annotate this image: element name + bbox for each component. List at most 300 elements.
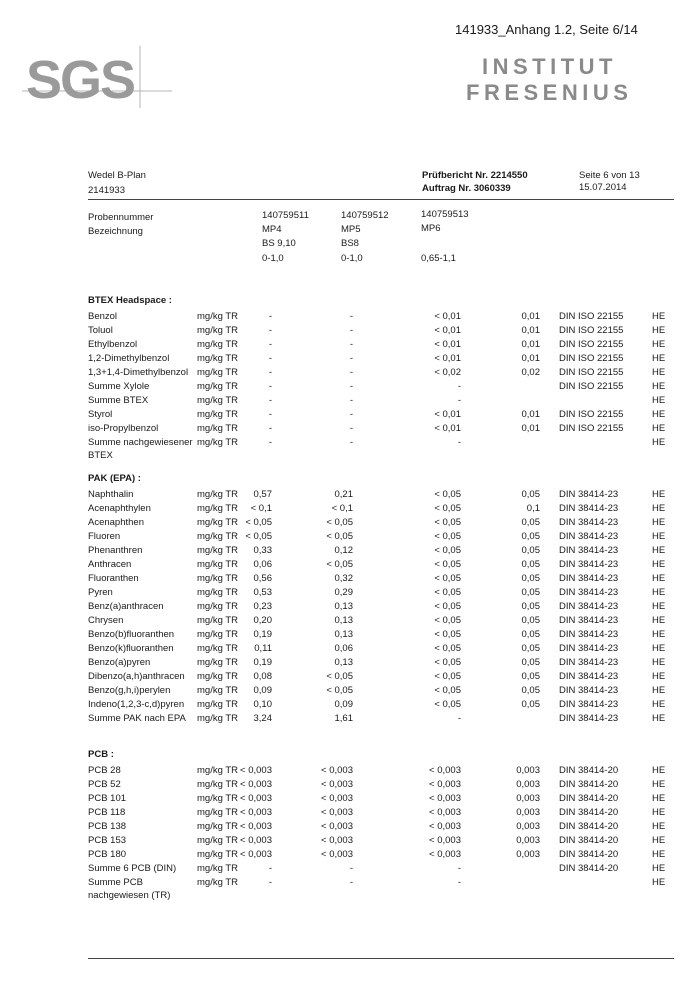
value-sample-2: 0,13: [334, 615, 353, 626]
unit: mg/kg TR: [197, 713, 239, 724]
parameter-name-continued: nachgewiesen (TR): [88, 890, 171, 901]
value-sample-3: < 0,05: [434, 629, 461, 640]
value-sample-3: < 0,01: [434, 339, 461, 350]
table-row: [0, 807, 700, 821]
parameter-name: Benz(a)anthracen: [88, 601, 164, 612]
value-sample-1: -: [268, 311, 272, 322]
value-sample-3: -: [457, 381, 461, 392]
value-sample-2: 0,29: [334, 587, 353, 598]
sample-number-label: Probennummer: [88, 212, 154, 223]
parameter-name: PCB 28: [88, 765, 121, 776]
detection-limit: 0,003: [516, 849, 540, 860]
unit: mg/kg TR: [197, 395, 239, 406]
method: DIN 38414-23: [559, 657, 619, 668]
value-sample-3: < 0,05: [434, 685, 461, 696]
parameter-name: PCB 118: [88, 807, 126, 818]
value-sample-3: < 0,05: [434, 489, 461, 500]
table-row: [0, 559, 700, 573]
value-sample-2: 0,13: [334, 629, 353, 640]
value-sample-2: < 0,003: [321, 779, 353, 790]
detection-limit: 0,02: [521, 367, 540, 378]
detection-limit: 0,003: [516, 765, 540, 776]
method: DIN 38414-23: [559, 713, 619, 724]
value-sample-1: 0,33: [253, 545, 272, 556]
parameter-name: Benzo(b)fluoranthen: [88, 629, 175, 640]
lab-code: HE: [652, 685, 666, 696]
method: DIN 38414-23: [559, 643, 619, 654]
table-row: [0, 699, 700, 713]
lab-code: HE: [652, 643, 666, 654]
unit: mg/kg TR: [197, 877, 239, 888]
sample-3-number: 140759513: [421, 209, 469, 220]
detection-limit: 0,1: [526, 503, 540, 514]
value-sample-1: 0,56: [253, 573, 272, 584]
lab-code: HE: [652, 615, 666, 626]
lab-code: HE: [652, 587, 666, 598]
detection-limit: 0,05: [521, 531, 540, 542]
value-sample-3: < 0,003: [429, 821, 461, 832]
method: DIN ISO 22155: [559, 339, 624, 350]
value-sample-3: < 0,05: [434, 587, 461, 598]
lab-code: HE: [652, 367, 666, 378]
detection-limit: 0,05: [521, 517, 540, 528]
lab-code: HE: [652, 545, 666, 556]
parameter-name: Benzol: [88, 311, 118, 322]
table-row: [0, 877, 700, 901]
value-sample-2: -: [349, 339, 353, 350]
parameter-name: Acenaphthen: [88, 517, 144, 528]
unit: mg/kg TR: [197, 629, 239, 640]
method: DIN 38414-23: [559, 573, 619, 584]
unit: mg/kg TR: [197, 325, 239, 336]
parameter-name: iso-Propylbenzol: [88, 423, 159, 434]
parameter-name: Summe nachgewiesener: [88, 437, 193, 448]
sample-1-number: 140759511: [262, 210, 309, 221]
parameter-name: PCB 52: [88, 779, 121, 790]
lab-code: HE: [652, 531, 666, 542]
value-sample-2: -: [349, 437, 353, 448]
designation-label: Bezeichnung: [88, 226, 143, 237]
lab-code: HE: [652, 517, 666, 528]
value-sample-2: < 0,1: [331, 503, 353, 514]
value-sample-3: < 0,01: [434, 423, 461, 434]
method: DIN ISO 22155: [559, 409, 624, 420]
unit: mg/kg TR: [197, 573, 239, 584]
detection-limit: 0,05: [521, 489, 540, 500]
method: DIN 38414-23: [559, 615, 619, 626]
detection-limit: 0,05: [521, 671, 540, 682]
value-sample-1: < 0,003: [240, 849, 272, 860]
method: DIN 38414-20: [559, 863, 619, 874]
value-sample-3: < 0,003: [429, 765, 461, 776]
method: DIN 38414-23: [559, 685, 619, 696]
table-row: [0, 587, 700, 601]
header-divider: [88, 199, 674, 200]
value-sample-2: < 0,003: [321, 835, 353, 846]
sample-1-depth: 0-1,0: [262, 253, 284, 264]
value-sample-1: 0,06: [253, 559, 272, 570]
unit: mg/kg TR: [197, 339, 239, 350]
detection-limit: 0,01: [521, 409, 540, 420]
table-row: [0, 793, 700, 807]
lab-code: HE: [652, 311, 666, 322]
lab-code: HE: [652, 423, 666, 434]
parameter-name: Phenanthren: [88, 545, 143, 556]
detection-limit: 0,05: [521, 587, 540, 598]
method: DIN 38414-20: [559, 807, 619, 818]
lab-code: HE: [652, 835, 666, 846]
value-sample-1: < 0,1: [250, 503, 272, 514]
value-sample-2: < 0,003: [321, 821, 353, 832]
method: DIN 38414-23: [559, 545, 619, 556]
method: DIN 38414-23: [559, 601, 619, 612]
table-row: [0, 367, 700, 381]
value-sample-2: 0,12: [334, 545, 353, 556]
method: DIN ISO 22155: [559, 367, 624, 378]
detection-limit: 0,01: [521, 339, 540, 350]
parameter-name: Indeno(1,2,3-c,d)pyren: [88, 699, 185, 710]
unit: mg/kg TR: [197, 409, 239, 420]
value-sample-2: -: [349, 409, 353, 420]
value-sample-3: < 0,003: [429, 793, 461, 804]
table-row: [0, 339, 700, 353]
table-row: [0, 489, 700, 503]
value-sample-2: -: [349, 325, 353, 336]
lab-code: HE: [652, 713, 666, 724]
table-row: [0, 863, 700, 877]
method: DIN 38414-23: [559, 517, 619, 528]
value-sample-2: 1,61: [334, 713, 353, 724]
fresenius-logo-text: FRESENIUS: [466, 80, 633, 105]
value-sample-1: -: [268, 367, 272, 378]
value-sample-1: -: [268, 437, 272, 448]
detection-limit: 0,05: [521, 573, 540, 584]
value-sample-2: -: [349, 311, 353, 322]
section-title: PCB :: [88, 749, 114, 760]
parameter-name: Summe PCB: [88, 877, 143, 888]
sample-2-depth: 0-1,0: [341, 253, 363, 264]
value-sample-1: 0,09: [253, 685, 272, 696]
value-sample-1: 0,23: [253, 601, 272, 612]
project-number: 2141933: [88, 185, 125, 196]
value-sample-3: < 0,05: [434, 559, 461, 570]
value-sample-1: < 0,003: [240, 821, 272, 832]
unit: mg/kg TR: [197, 699, 239, 710]
method: DIN ISO 22155: [559, 423, 624, 434]
detection-limit: 0,003: [516, 821, 540, 832]
parameter-name: PCB 153: [88, 835, 127, 846]
unit: mg/kg TR: [197, 545, 239, 556]
section-title: PAK (EPA) :: [88, 473, 141, 484]
parameter-name: Toluol: [88, 325, 113, 336]
parameter-name: Fluoren: [88, 531, 121, 542]
value-sample-3: -: [457, 863, 461, 874]
table-row: [0, 353, 700, 367]
parameter-name: Pyren: [88, 587, 113, 598]
parameter-name: Fluoranthen: [88, 573, 139, 584]
method: DIN 38414-23: [559, 503, 619, 514]
method: DIN 38414-23: [559, 587, 619, 598]
value-sample-3: < 0,01: [434, 325, 461, 336]
detection-limit: 0,05: [521, 545, 540, 556]
client-name: Wedel B-Plan: [88, 170, 146, 181]
sample-3-depth: 0,65-1,1: [421, 253, 456, 264]
method: DIN 38414-23: [559, 671, 619, 682]
value-sample-2: < 0,003: [321, 793, 353, 804]
value-sample-3: -: [457, 877, 461, 888]
parameter-name: Ethylbenzol: [88, 339, 138, 350]
method: DIN 38414-23: [559, 629, 619, 640]
parameter-name: PCB 138: [88, 821, 127, 832]
table-row: [0, 713, 700, 727]
lab-code: HE: [652, 409, 666, 420]
order-number: Auftrag Nr. 3060339: [422, 183, 511, 194]
value-sample-3: < 0,05: [434, 503, 461, 514]
value-sample-1: -: [268, 353, 272, 364]
value-sample-2: -: [349, 381, 353, 392]
value-sample-1: < 0,003: [240, 835, 272, 846]
sample-2-sub: BS8: [341, 238, 359, 249]
sample-3-name: MP6: [421, 223, 441, 234]
value-sample-2: 0,13: [334, 657, 353, 668]
parameter-name: Anthracen: [88, 559, 132, 570]
document-reference: 141933_Anhang 1.2, Seite 6/14: [455, 22, 638, 37]
section-title: BTEX Headspace :: [88, 295, 172, 306]
value-sample-3: -: [457, 713, 461, 724]
unit: mg/kg TR: [197, 367, 239, 378]
parameter-name: 1,3+1,4-Dimethylbenzol: [88, 367, 189, 378]
unit: mg/kg TR: [197, 765, 239, 776]
unit: mg/kg TR: [197, 671, 239, 682]
table-row: [0, 643, 700, 657]
unit: mg/kg TR: [197, 353, 239, 364]
parameter-name: Acenaphthylen: [88, 503, 151, 514]
page-number: Seite 6 von 13: [579, 170, 640, 181]
unit: mg/kg TR: [197, 643, 239, 654]
detection-limit: 0,003: [516, 793, 540, 804]
value-sample-3: < 0,01: [434, 311, 461, 322]
value-sample-2: 0,06: [334, 643, 353, 654]
value-sample-3: < 0,01: [434, 409, 461, 420]
method: DIN 38414-20: [559, 835, 619, 846]
detection-limit: 0,05: [521, 601, 540, 612]
value-sample-1: 0,08: [253, 671, 272, 682]
lab-code: HE: [652, 629, 666, 640]
parameter-name: Summe PAK nach EPA: [88, 713, 186, 724]
value-sample-1: -: [268, 863, 272, 874]
parameter-name: Dibenzo(a,h)anthracen: [88, 671, 185, 682]
value-sample-1: -: [268, 325, 272, 336]
detection-limit: 0,003: [516, 835, 540, 846]
lab-code: HE: [652, 849, 666, 860]
value-sample-2: 0,21: [334, 489, 353, 500]
value-sample-1: -: [268, 381, 272, 392]
lab-code: HE: [652, 381, 666, 392]
unit: mg/kg TR: [197, 503, 239, 514]
unit: mg/kg TR: [197, 381, 239, 392]
method: DIN 38414-23: [559, 559, 619, 570]
value-sample-2: 0,09: [334, 699, 353, 710]
table-row: [0, 765, 700, 779]
unit: mg/kg TR: [197, 531, 239, 542]
value-sample-3: < 0,003: [429, 849, 461, 860]
value-sample-1: 0,10: [253, 699, 272, 710]
unit: mg/kg TR: [197, 587, 239, 598]
parameter-name: Benzo(a)pyren: [88, 657, 151, 668]
unit: mg/kg TR: [197, 779, 239, 790]
lab-code: HE: [652, 489, 666, 500]
detection-limit: 0,01: [521, 325, 540, 336]
lab-code: HE: [652, 657, 666, 668]
value-sample-1: < 0,003: [240, 807, 272, 818]
value-sample-1: < 0,003: [240, 793, 272, 804]
value-sample-1: -: [268, 409, 272, 420]
footer-divider: [88, 958, 674, 959]
unit: mg/kg TR: [197, 517, 239, 528]
value-sample-3: < 0,05: [434, 657, 461, 668]
method: DIN ISO 22155: [559, 381, 624, 392]
value-sample-3: -: [457, 437, 461, 448]
detection-limit: 0,003: [516, 807, 540, 818]
table-row: [0, 325, 700, 339]
unit: mg/kg TR: [197, 657, 239, 668]
table-row: [0, 517, 700, 531]
value-sample-1: -: [268, 877, 272, 888]
lab-code: HE: [652, 353, 666, 364]
value-sample-2: -: [349, 423, 353, 434]
value-sample-3: < 0,05: [434, 643, 461, 654]
lab-code: HE: [652, 863, 666, 874]
unit: mg/kg TR: [197, 423, 239, 434]
parameter-name: Summe 6 PCB (DIN): [88, 863, 177, 874]
unit: mg/kg TR: [197, 807, 239, 818]
value-sample-3: < 0,05: [434, 531, 461, 542]
value-sample-3: -: [457, 395, 461, 406]
value-sample-1: 0,57: [253, 489, 272, 500]
lab-code: HE: [652, 807, 666, 818]
table-row: [0, 657, 700, 671]
report-date: 15.07.2014: [579, 182, 627, 193]
value-sample-3: < 0,05: [434, 601, 461, 612]
parameter-name: Summe BTEX: [88, 395, 149, 406]
unit: mg/kg TR: [197, 615, 239, 626]
unit: mg/kg TR: [197, 793, 239, 804]
table-row: [0, 545, 700, 559]
method: DIN 38414-20: [559, 779, 619, 790]
table-row: [0, 671, 700, 685]
lab-code: HE: [652, 765, 666, 776]
value-sample-1: < 0,003: [240, 779, 272, 790]
lab-code: HE: [652, 339, 666, 350]
value-sample-1: 3,24: [253, 713, 272, 724]
sample-1-name: MP4: [262, 224, 282, 235]
unit: mg/kg TR: [197, 685, 239, 696]
value-sample-3: < 0,05: [434, 517, 461, 528]
value-sample-3: < 0,003: [429, 779, 461, 790]
value-sample-2: < 0,003: [321, 765, 353, 776]
unit: mg/kg TR: [197, 835, 239, 846]
value-sample-1: < 0,003: [240, 765, 272, 776]
detection-limit: 0,003: [516, 779, 540, 790]
lab-code: HE: [652, 671, 666, 682]
detection-limit: 0,01: [521, 423, 540, 434]
value-sample-3: < 0,003: [429, 835, 461, 846]
value-sample-2: 0,32: [334, 573, 353, 584]
value-sample-1: -: [268, 423, 272, 434]
value-sample-3: < 0,02: [434, 367, 461, 378]
unit: mg/kg TR: [197, 821, 239, 832]
detection-limit: 0,05: [521, 699, 540, 710]
value-sample-2: < 0,003: [321, 849, 353, 860]
detection-limit: 0,05: [521, 657, 540, 668]
table-row: [0, 311, 700, 325]
lab-code: HE: [652, 437, 666, 448]
table-row: [0, 601, 700, 615]
value-sample-2: < 0,05: [326, 685, 353, 696]
institut-logo-text: INSTITUT: [482, 54, 617, 79]
method: DIN 38414-20: [559, 849, 619, 860]
value-sample-1: 0,11: [254, 643, 272, 654]
value-sample-2: -: [349, 353, 353, 364]
table-row: [0, 503, 700, 517]
value-sample-2: -: [349, 863, 353, 874]
sgs-logo: [22, 46, 172, 108]
value-sample-1: 0,19: [253, 629, 272, 640]
parameter-name: Naphthalin: [88, 489, 134, 500]
value-sample-3: < 0,05: [434, 671, 461, 682]
value-sample-2: < 0,003: [321, 807, 353, 818]
value-sample-1: < 0,05: [245, 517, 272, 528]
value-sample-3: < 0,05: [434, 573, 461, 584]
value-sample-1: -: [268, 395, 272, 406]
unit: mg/kg TR: [197, 601, 239, 612]
lab-code: HE: [652, 793, 666, 804]
sample-1-sub: BS 9,10: [262, 238, 296, 249]
method: DIN 38414-23: [559, 699, 619, 710]
parameter-name: Benzo(g,h,i)perylen: [88, 685, 171, 696]
lab-code: HE: [652, 503, 666, 514]
method: DIN 38414-23: [559, 531, 619, 542]
value-sample-2: -: [349, 395, 353, 406]
value-sample-2: < 0,05: [326, 531, 353, 542]
table-row: [0, 835, 700, 849]
method: DIN ISO 22155: [559, 353, 624, 364]
table-row: [0, 423, 700, 437]
lab-code: HE: [652, 559, 666, 570]
table-row: [0, 409, 700, 423]
value-sample-2: < 0,05: [326, 517, 353, 528]
unit: mg/kg TR: [197, 437, 239, 448]
parameter-name: 1,2-Dimethylbenzol: [88, 353, 170, 364]
table-row: [0, 395, 700, 409]
sample-2-number: 140759512: [341, 210, 389, 221]
value-sample-3: < 0,003: [429, 807, 461, 818]
parameter-name-continued: BTEX: [88, 450, 113, 461]
report-number: Prüfbericht Nr. 2214550: [422, 170, 528, 181]
unit: mg/kg TR: [197, 849, 239, 860]
lab-code: HE: [652, 325, 666, 336]
parameter-name: PCB 180: [88, 849, 127, 860]
detection-limit: 0,05: [521, 559, 540, 570]
value-sample-2: -: [349, 367, 353, 378]
value-sample-1: 0,53: [253, 587, 272, 598]
table-row: [0, 821, 700, 835]
parameter-name: Chrysen: [88, 615, 124, 626]
value-sample-3: < 0,05: [434, 699, 461, 710]
table-row: [0, 437, 700, 461]
table-row: [0, 629, 700, 643]
value-sample-3: < 0,05: [434, 545, 461, 556]
